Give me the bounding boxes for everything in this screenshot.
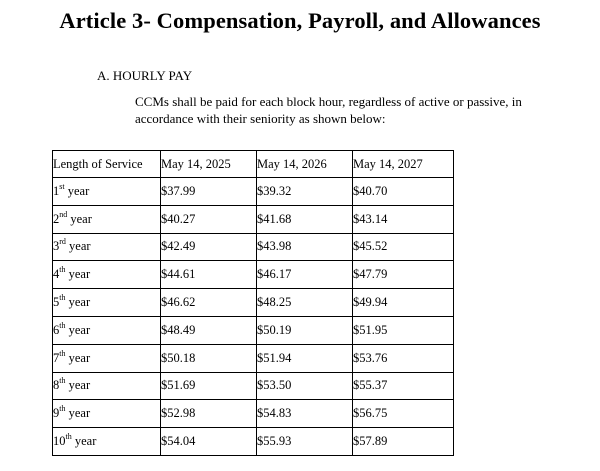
pay-rate-cell: $52.98: [161, 400, 257, 428]
table-row: [53, 233, 454, 261]
pay-rate-cell: $56.75: [353, 400, 454, 428]
ordinal-suffix: st: [59, 181, 65, 191]
column-header-2025: May 14, 2025: [161, 151, 257, 178]
pay-rate-cell: $57.89: [353, 428, 454, 456]
year-unit: year: [68, 267, 91, 282]
table-row: [53, 178, 454, 206]
service-year-cell: [53, 344, 161, 372]
pay-rate-cell: $48.25: [257, 289, 353, 317]
pay-rate-cell: $54.83: [257, 400, 353, 428]
year-unit: year: [70, 211, 92, 226]
year-unit: year: [68, 350, 91, 365]
pay-rate-cell: $50.18: [161, 344, 257, 372]
service-year-cell: [53, 205, 161, 233]
hourly-pay-table: [52, 150, 454, 456]
ordinal-suffix: th: [59, 265, 66, 275]
year-unit: year: [67, 183, 90, 198]
pay-rate-cell: $51.69: [161, 372, 257, 400]
year-number: 10: [53, 434, 66, 449]
year-unit: year: [68, 378, 91, 393]
pay-rate-cell: $47.79: [353, 261, 454, 289]
pay-rate-cell: $40.27: [161, 205, 257, 233]
year-unit: year: [68, 406, 91, 421]
pay-rate-cell: $46.17: [257, 261, 353, 289]
article-title: Article 3- Compensation, Payroll, and Allowances: [59, 8, 541, 33]
column-header-length-of-service: Length of Service: [53, 151, 161, 178]
year-number: 9: [53, 406, 60, 421]
ordinal-suffix: th: [65, 432, 72, 442]
service-year-cell: [53, 261, 161, 289]
pay-rate-cell: $43.14: [353, 205, 454, 233]
year-number: 7: [53, 350, 60, 365]
year-number: 2: [53, 211, 60, 226]
pay-rate-cell: $40.70: [353, 178, 454, 206]
service-year-cell: [53, 289, 161, 317]
column-header-2026: May 14, 2026: [257, 151, 353, 178]
pay-rate-cell: $53.76: [353, 344, 454, 372]
year-unit: year: [68, 295, 91, 310]
year-unit: year: [68, 322, 91, 337]
pay-rate-cell: $53.50: [257, 372, 353, 400]
pay-rate-cell: $54.04: [161, 428, 257, 456]
table-body: [53, 178, 454, 456]
table-row: [53, 316, 454, 344]
ordinal-suffix: nd: [59, 209, 68, 219]
pay-rate-cell: $48.49: [161, 316, 257, 344]
service-year-cell: [53, 372, 161, 400]
pay-rate-cell: $37.99: [161, 178, 257, 206]
service-year-cell: [53, 400, 161, 428]
ordinal-suffix: th: [59, 293, 66, 303]
pay-rate-cell: $43.98: [257, 233, 353, 261]
ordinal-suffix: th: [59, 376, 66, 386]
pay-rate-cell: $39.32: [257, 178, 353, 206]
table-row: [53, 205, 454, 233]
year-number: 4: [53, 267, 60, 282]
pay-rate-cell: $55.37: [353, 372, 454, 400]
service-year-cell: [53, 316, 161, 344]
pay-rate-cell: $42.49: [161, 233, 257, 261]
pay-rate-cell: $41.68: [257, 205, 353, 233]
year-number: 6: [53, 322, 60, 337]
ordinal-suffix: th: [59, 404, 66, 414]
pay-rate-cell: $51.94: [257, 344, 353, 372]
description-paragraph: CCMs shall be paid for each block hour, regardless of active or passive, in accordance with their seniority as shown below:: [135, 94, 522, 126]
ordinal-suffix: rd: [59, 237, 66, 247]
pay-rate-cell: $55.93: [257, 428, 353, 456]
table-header-row: [53, 151, 454, 178]
service-year-cell: [53, 428, 161, 456]
ordinal-suffix: th: [59, 320, 66, 330]
pay-rate-cell: $51.95: [353, 316, 454, 344]
year-number: 3: [53, 239, 60, 254]
pay-rate-cell: $44.61: [161, 261, 257, 289]
pay-rate-cell: $50.19: [257, 316, 353, 344]
service-year-cell: [53, 178, 161, 206]
service-year-cell: [53, 233, 161, 261]
pay-rate-cell: $46.62: [161, 289, 257, 317]
table-row: [53, 372, 454, 400]
section-heading: A. HOURLY PAY: [97, 68, 193, 83]
year-number: 1: [53, 183, 60, 198]
pay-rate-cell: $45.52: [353, 233, 454, 261]
year-number: 5: [53, 295, 60, 310]
table-row: [53, 289, 454, 317]
column-header-2027: May 14, 2027: [353, 151, 454, 178]
year-unit: year: [74, 434, 97, 449]
year-number: 8: [53, 378, 60, 393]
pay-rate-cell: $49.94: [353, 289, 454, 317]
table-row: [53, 400, 454, 428]
table-row: [53, 261, 454, 289]
ordinal-suffix: th: [59, 348, 66, 358]
table-row: [53, 344, 454, 372]
year-unit: year: [69, 239, 91, 254]
table-row: [53, 428, 454, 456]
